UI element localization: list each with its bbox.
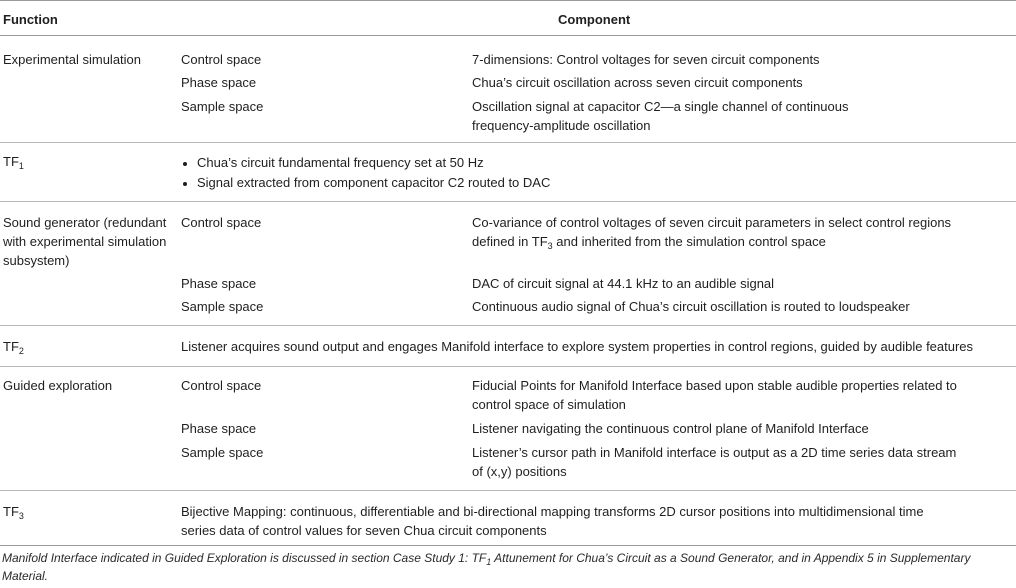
table-header [0, 0, 1016, 36]
header-component: Component [558, 12, 631, 27]
bullet-icon [183, 162, 187, 166]
space-value: Oscillation signal at capacitor C2—a single channel of continuous [472, 99, 849, 114]
function-label: Sound generator (redundant [3, 215, 167, 230]
space-label: Sample space [181, 299, 264, 314]
space-label: Phase space [181, 421, 257, 436]
space-value: control space of simulation [472, 397, 626, 412]
bullet-text: Chua’s circuit fundamental frequency set at 50 Hz [197, 155, 484, 170]
space-value: frequency-amplitude oscillation [472, 118, 651, 133]
space-label: Control space [181, 378, 262, 393]
space-value: Listener’s cursor path in Manifold interface is output as a 2D time series data stream [472, 445, 957, 460]
bullet-icon [183, 182, 187, 186]
space-label: Control space [181, 215, 262, 230]
function-label: subsystem) [3, 253, 70, 268]
space-value: DAC of circuit signal at 44.1 kHz to an audible signal [472, 276, 775, 291]
function-label: with experimental simulation [3, 234, 167, 249]
space-value: Co-variance of control voltages of seven circuit parameters in select control regions [472, 215, 952, 230]
component-value: Listener acquires sound output and engages Manifold interface to explore system properties in control regions, guided by audible features [181, 339, 974, 354]
function-label: $TF_1$ [3, 154, 24, 171]
function-label: Experimental simulation [3, 52, 142, 67]
space-label: Phase space [181, 75, 257, 90]
table-footnote: Manifold Interface indicated in Guided Exploration is discussed in section Case Study 1: $TF_1$ Attunement for Chua’s Circuit as a Sound Generator, and in Appendix 5 in Supplementary Material. [2, 551, 971, 583]
component-value: Bijective Mapping: continuous, differentiable and bi-directional mapping transforms 2D cursor positions into multidimensional time [181, 504, 924, 519]
table-bottom-rule [0, 545, 1016, 546]
space-label: Sample space [181, 445, 264, 460]
space-value: Continuous audio signal of Chua’s circuit oscillation is routed to loudspeaker [472, 299, 910, 314]
header-function: Function [3, 12, 58, 27]
space-value: Chua’s circuit oscillation across seven circuit components [472, 75, 803, 90]
function-label: $TF_3$ [3, 504, 24, 521]
component-value: series data of control values for seven Chua circuit components [181, 523, 547, 538]
row-divider [0, 490, 1016, 491]
row-divider [0, 325, 1016, 326]
space-value: defined in $TF_3$ and inherited from the simulation control space [472, 234, 826, 251]
function-label: Guided exploration [3, 378, 113, 393]
space-label: Control space [181, 52, 262, 67]
function-label: $TF_2$ [3, 339, 24, 356]
row-divider [0, 366, 1016, 367]
space-value: of (x,y) positions [472, 464, 567, 479]
space-value: 7-dimensions: Control voltages for seven circuit components [472, 52, 820, 67]
row-divider [0, 142, 1016, 143]
bullet-text: Signal extracted from component capacitor C2 routed to DAC [197, 175, 551, 190]
space-value: Listener navigating the continuous control plane of Manifold Interface [472, 421, 869, 436]
space-label: Sample space [181, 99, 264, 114]
space-label: Phase space [181, 276, 257, 291]
space-value: Fiducial Points for Manifold Interface based upon stable audible properties related to [472, 378, 957, 393]
row-divider [0, 201, 1016, 202]
